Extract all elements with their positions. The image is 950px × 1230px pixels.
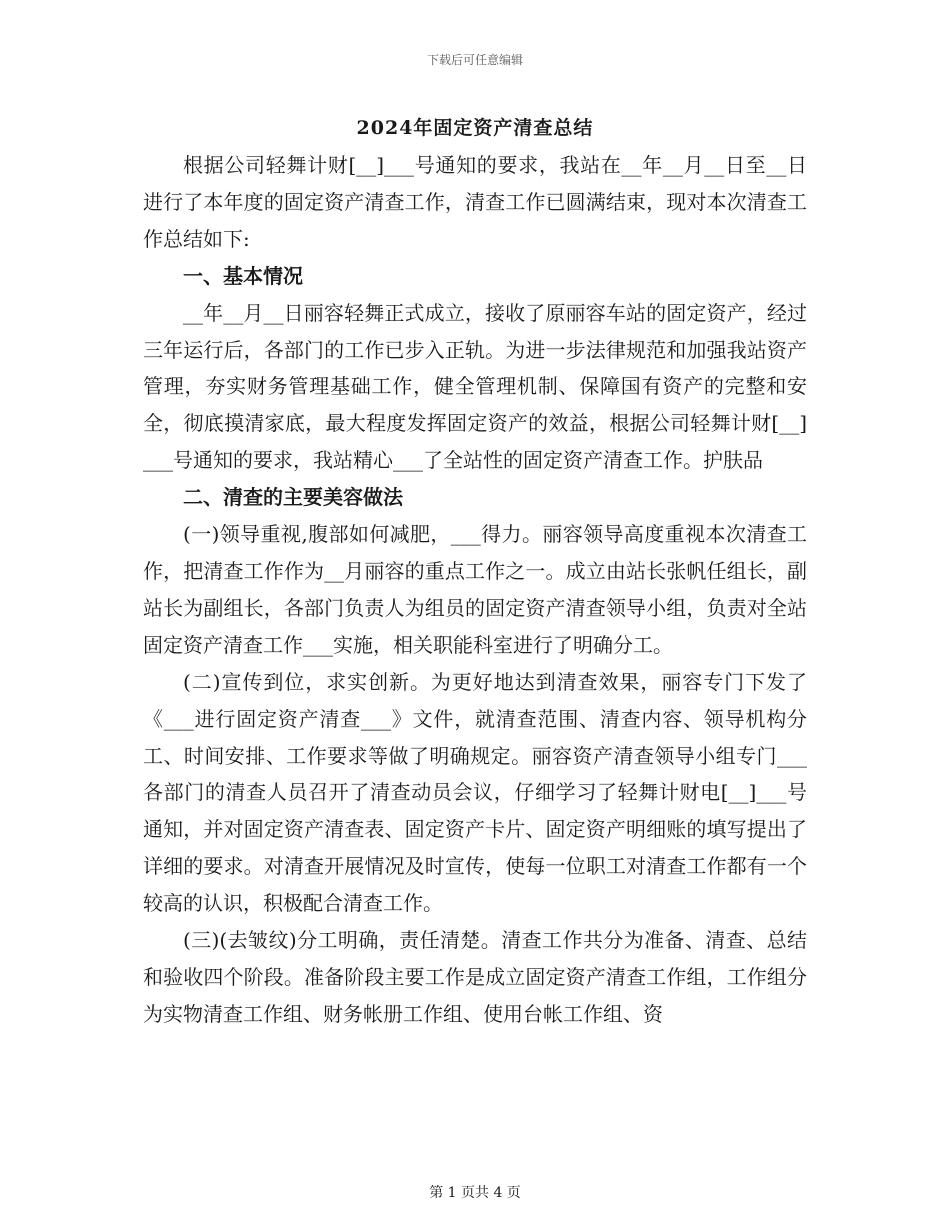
section-heading-basic-situation: 一、基本情况 [183, 263, 303, 288]
page-header-note: 下载后可任意编辑 [426, 53, 523, 67]
page-number: 第 1 页共 4 页 [429, 1185, 521, 1201]
document-body [143, 147, 807, 1033]
section-heading-main-methods: 二、清查的主要美容做法 [183, 485, 403, 510]
method-paragraph-3: (三)(去皱纹)分工明确，责任清楚。清查工作共分为准备、清查、总结和验收四个阶段。准备阶段主要工作是成立固定资产清查工作组，工作组分为实物清查工作组、财务帐册工作组、使用台帐工作组、资 [143, 928, 807, 1026]
method-paragraph-2: (二)宣传到位，求实创新。为更好地达到清查效果，丽容专门下发了《___进行固定资产清查___》文件，就清查范围、清查内容、领导机构分工、时间安排、工作要求等做了明确规定。丽容资产清查领导小组专门___各部门的清查人员召开了清查动员会议，仔细学习了轻舞计财电[__]___号通知，并对固定资产清查表、固定资产卡片、固定资产明细账的填写提出了详细的要求。对清查开展情况及时宣传，使每一位职工对清查工作都有一个较高的认识，积极配合清查工作。 [143, 669, 807, 916]
basic-situation-paragraph: __年__月__日丽容轻舞正式成立，接收了原丽容车站的固定资产，经过三年运行后，各部门的工作已步入正轨。为进一步法律规范和加强我站资产管理，夯实财务管理基础工作，健全管理机制、保障国有资产的完整和安全，彻底摸清家底，最大程度发挥固定资产的效益，根据公司轻舞计财[__]___号通知的要求，我站精心___了全站性的固定资产清查工作。护肤品 [143, 300, 807, 473]
method-paragraph-1: (一)领导重视,腹部如何减肥，___得力。丽容领导高度重视本次清查工作，把清查工作作为__月丽容的重点工作之一。成立由站长张帆任组长，副站长为副组长，各部门负责人为组员的固定资产清查领导小组，负责对全站固定资产清查工作___实施，相关职能科室进行了明确分工。 [143, 522, 807, 657]
document-title: 2024年固定资产清查总结 [356, 117, 594, 139]
intro-paragraph: 根据公司轻舞计财[__]___号通知的要求，我站在__年__月__日至__日进行了本年度的固定资产清查工作，清查工作已圆满结束，现对本次清查工作总结如下: [143, 153, 807, 251]
